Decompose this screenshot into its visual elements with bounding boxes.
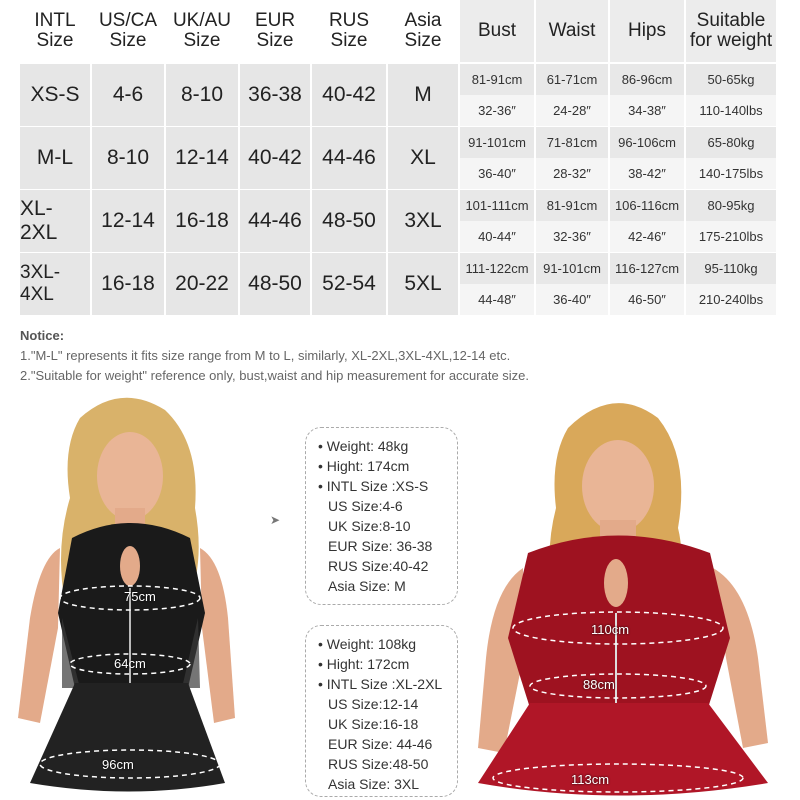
cell-bust-in: 40-44″ xyxy=(460,221,536,252)
cell-bust-in: 44-48″ xyxy=(460,284,536,315)
model-2-height: • Hight: 172cm xyxy=(318,656,410,672)
header-intl-size: INTL Size xyxy=(20,0,92,62)
table-row xyxy=(20,253,778,315)
model-1-eur-size: EUR Size: 36-38 xyxy=(328,538,433,554)
cell-us: 16-18 xyxy=(92,253,166,315)
cell-waist-in: 28-32″ xyxy=(536,158,610,189)
model-2-intl-size: • INTL Size :XL-2XL xyxy=(318,676,443,692)
cell-uk: 8-10 xyxy=(166,64,240,126)
model-1-uk-size: UK Size:8-10 xyxy=(328,518,411,534)
cell-us: 12-14 xyxy=(92,190,166,252)
arrow-icon: ➤ xyxy=(270,513,281,527)
model-2-asia-size: Asia Size: 3XL xyxy=(328,776,420,792)
cell-waist-in: 24-28″ xyxy=(536,95,610,126)
cell-bust-in: 36-40″ xyxy=(460,158,536,189)
cell-weight-kg: 50-65kg xyxy=(686,64,778,95)
model-2-eur-size: EUR Size: 44-46 xyxy=(328,736,433,752)
cell-asia: 3XL xyxy=(388,190,460,252)
notice-title: Notice: xyxy=(20,328,65,343)
table-row xyxy=(20,64,778,126)
cell-waist-cm: 81-91cm xyxy=(536,190,610,221)
cell-weight-kg: 80-95kg xyxy=(686,190,778,221)
model-1-intl-size: • INTL Size :XS-S xyxy=(318,478,429,494)
cell-intl: 3XL-4XL xyxy=(20,253,92,315)
header-us-size: US/CA Size xyxy=(92,0,166,62)
model-1-bust-measure: 75cm xyxy=(124,589,156,604)
cell-rus: 48-50 xyxy=(312,190,388,252)
model-2-hips-measure: 113cm xyxy=(571,772,610,787)
table-row xyxy=(20,127,778,189)
header-eur-size: EUR Size xyxy=(240,0,312,62)
cell-bust-in: 32-36″ xyxy=(460,95,536,126)
cell-hips-cm: 106-116cm xyxy=(610,190,686,221)
cell-eur: 36-38 xyxy=(240,64,312,126)
cell-weight-kg: 95-110kg xyxy=(686,253,778,284)
header-bust: Bust xyxy=(460,0,536,62)
model-1-height: • Hight: 174cm xyxy=(318,458,410,474)
model-2-bust-measure: 110cm xyxy=(591,622,630,637)
cell-intl: M-L xyxy=(20,127,92,189)
cell-intl: XS-S xyxy=(20,64,92,126)
cell-asia: M xyxy=(388,64,460,126)
model-1-hips-measure: 96cm xyxy=(102,757,134,772)
cell-uk: 20-22 xyxy=(166,253,240,315)
cell-weight-kg: 65-80kg xyxy=(686,127,778,158)
header-suitable-weight: Suitable for weight xyxy=(686,0,778,62)
model-1-weight: • Weight: 48kg xyxy=(318,438,409,454)
cell-hips-cm: 96-106cm xyxy=(610,127,686,158)
cell-waist-in: 36-40″ xyxy=(536,284,610,315)
cell-waist-cm: 61-71cm xyxy=(536,64,610,95)
model-1-waist-measure: 64cm xyxy=(114,656,146,671)
cell-waist-cm: 91-101cm xyxy=(536,253,610,284)
cell-hips-cm: 116-127cm xyxy=(610,253,686,284)
model-2-rus-size: RUS Size:48-50 xyxy=(328,756,429,772)
cell-eur: 40-42 xyxy=(240,127,312,189)
header-hips: Hips xyxy=(610,0,686,62)
cell-us: 4-6 xyxy=(92,64,166,126)
model-2-illustration xyxy=(468,388,788,800)
model-1-us-size: US Size:4-6 xyxy=(328,498,403,514)
cell-bust-cm: 81-91cm xyxy=(460,64,536,95)
cell-eur: 44-46 xyxy=(240,190,312,252)
cell-weight-lbs: 110-140lbs xyxy=(686,95,778,126)
cell-waist-cm: 71-81cm xyxy=(536,127,610,158)
cell-waist-in: 32-36″ xyxy=(536,221,610,252)
header-waist: Waist xyxy=(536,0,610,62)
cell-eur: 48-50 xyxy=(240,253,312,315)
cell-weight-lbs: 210-240lbs xyxy=(686,284,778,315)
cell-hips-cm: 86-96cm xyxy=(610,64,686,95)
header-rus-size: RUS Size xyxy=(312,0,388,62)
cell-bust-cm: 101-111cm xyxy=(460,190,536,221)
model-2-info-box xyxy=(305,625,458,797)
model-2-waist-measure: 88cm xyxy=(583,677,615,692)
model-2-us-size: US Size:12-14 xyxy=(328,696,419,712)
notice-line-1: 1."M-L" represents it fits size range from M to L, similarly, XL-2XL,3XL-4XL,12-14 etc. xyxy=(20,348,511,363)
header-asia-size: Asia Size xyxy=(388,0,460,62)
cell-uk: 12-14 xyxy=(166,127,240,189)
model-2-weight: • Weight: 108kg xyxy=(318,636,417,652)
cell-uk: 16-18 xyxy=(166,190,240,252)
cell-us: 8-10 xyxy=(92,127,166,189)
model-1-rus-size: RUS Size:40-42 xyxy=(328,558,429,574)
cell-asia: 5XL xyxy=(388,253,460,315)
model-2-uk-size: UK Size:16-18 xyxy=(328,716,419,732)
cell-hips-in: 38-42″ xyxy=(610,158,686,189)
table-row xyxy=(20,190,778,252)
cell-weight-lbs: 140-175lbs xyxy=(686,158,778,189)
cell-rus: 40-42 xyxy=(312,64,388,126)
cell-weight-lbs: 175-210lbs xyxy=(686,221,778,252)
cell-asia: XL xyxy=(388,127,460,189)
cell-rus: 44-46 xyxy=(312,127,388,189)
cell-hips-in: 46-50″ xyxy=(610,284,686,315)
model-1-info-box xyxy=(305,427,458,605)
cell-hips-in: 34-38″ xyxy=(610,95,686,126)
cell-intl: XL-2XL xyxy=(20,190,92,252)
cell-rus: 52-54 xyxy=(312,253,388,315)
model-1-asia-size: Asia Size: M xyxy=(328,578,406,594)
cell-bust-cm: 111-122cm xyxy=(460,253,536,284)
notice-line-2: 2."Suitable for weight" reference only, bust,waist and hip measurement for accurate size. xyxy=(20,368,530,383)
cell-bust-cm: 91-101cm xyxy=(460,127,536,158)
cell-hips-in: 42-46″ xyxy=(610,221,686,252)
header-uk-size: UK/AU Size xyxy=(166,0,240,62)
notice-section xyxy=(20,326,529,386)
